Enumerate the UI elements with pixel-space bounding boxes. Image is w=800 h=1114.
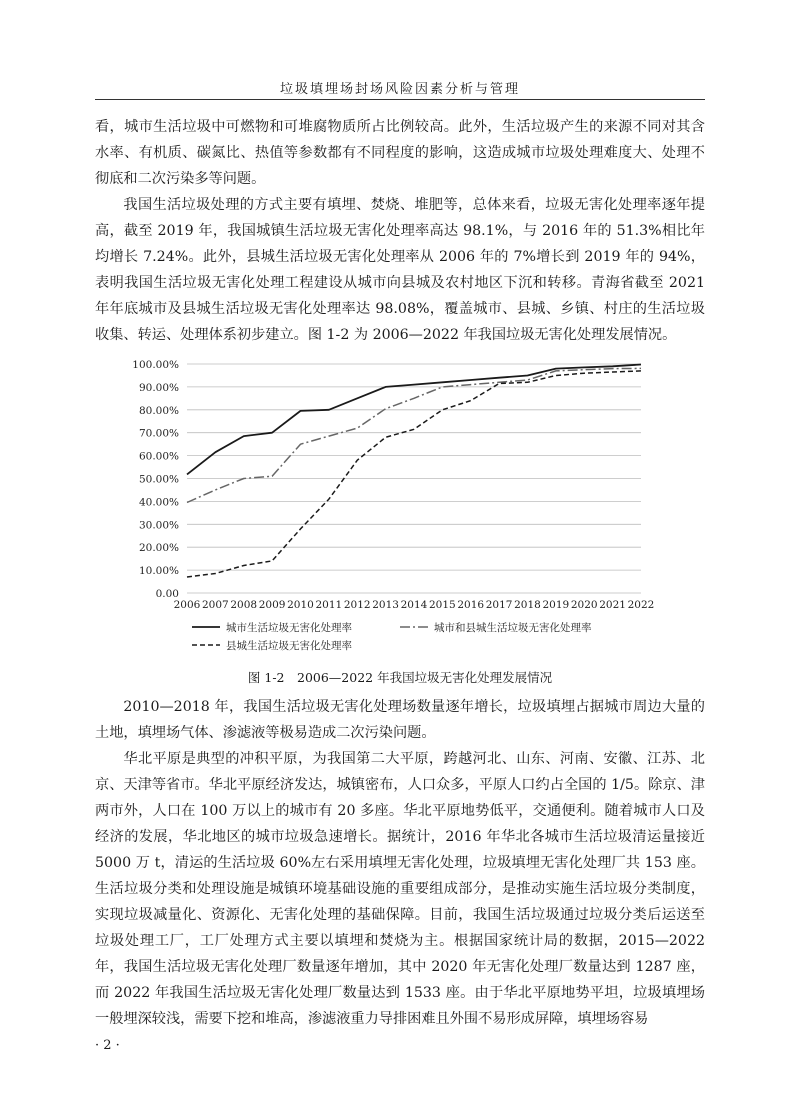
legend-label: 城市和县城生活垃圾无害化处理率	[434, 622, 592, 634]
x-tick-label: 2014	[400, 599, 428, 611]
x-tick-label: 2021	[599, 599, 626, 611]
x-tick-label: 2016	[457, 599, 485, 611]
x-tick-label: 2010	[287, 599, 314, 611]
y-tick-label: 90.00%	[138, 381, 179, 394]
x-tick-label: 2020	[570, 599, 598, 611]
x-tick-label: 2006	[173, 599, 201, 611]
figure-caption: 图 1-2 2006—2022 年我国垃圾无害化处理发展情况	[247, 670, 553, 685]
x-tick-label: 2012	[343, 599, 371, 611]
page-number: · 2 ·	[95, 1038, 120, 1053]
x-tick-label: 2009	[258, 599, 286, 611]
x-tick-label: 2019	[542, 599, 570, 611]
y-tick-label: 60.00%	[138, 450, 179, 463]
y-tick-label: 0.00	[155, 588, 179, 600]
y-tick-label: 80.00%	[138, 404, 179, 417]
x-tick-label: 2022	[627, 599, 655, 611]
line-chart	[95, 352, 705, 657]
series-line-3	[187, 371, 641, 577]
running-header: 垃圾填埋场封场风险因素分析与管理	[279, 82, 520, 97]
legend-label: 县城生活垃圾无害化处理率	[226, 640, 352, 652]
paragraph-2: 我国生活垃圾处理的方式主要有填埋、焚烧、堆肥等，总体来看，垃圾无害化处理率逐年提高，截至 2019 年，我国城镇生活垃圾无害化处理率高达 98.1%，与 2016 年的 51.3%相比年均增长 7.24%。此外，县城生活垃圾无害化处理率从 2006 年的 7%增长到 2019 年的 94%，表明我国生活垃圾无害化处理工程建设从城市向县城及农村地区下沉和转移。青海省截至 2021 年年底城市及县城生活垃圾无害化处理率达 98.08%，覆盖城市、县城、乡镇、村庄的生活垃圾收集、转运、处理体系初步建立。图 1-2 为 2006—2022 年我国垃圾无害化处理发展情况。	[95, 197, 705, 343]
x-tick-label: 2008	[230, 599, 258, 611]
y-tick-label: 40.00%	[138, 496, 179, 509]
x-tick-label: 2013	[372, 599, 399, 611]
x-tick-label: 2018	[514, 599, 541, 611]
y-tick-label: 70.00%	[138, 427, 179, 440]
legend-label: 城市生活垃圾无害化处理率	[226, 622, 352, 634]
x-tick-label: 2007	[202, 599, 229, 611]
paragraph-4: 华北平原是典型的冲积平原，为我国第二大平原，跨越河北、山东、河南、安徽、江苏、北京、天津等省市。华北平原经济发达，城镇密布，人口众多，平原人口约占全国的 1/5。除京、津两市外，人口在 100 万以上的城市有 20 多座。华北平原地势低平，交通便利。随着城市人口及经济的发展，华北地区的城市垃圾急速增长。据统计，2016 年华北各城市生活垃圾清运量接近 5000 万 t，清运的生活垃圾 60%左右采用填埋无害化处理，垃圾填埋无害化处理厂共 153 座。生活垃圾分类和处理设施是城镇环境基础设施的重要组成部分，是推动实施生活垃圾分类制度，实现垃圾减量化、资源化、无害化处理的基础保障。目前，我国生活垃圾通过垃圾分类后运送至垃圾处理工厂，工厂处理方式主要以填埋和焚烧为主。根据国家统计局的数据，2015—2022 年，我国生活垃圾无害化处理厂数量逐年增加，其中 2020 年无害化处理厂数量达到 1287 座，而 2022 年我国生活垃圾无害化处理厂数量达到 1533 座。由于华北平原地势平坦，垃圾填埋场一般埋深较浅，需要下挖和堆高，渗滤液重力导排困难且外围不易形成屏障，填埋场容易	[95, 751, 705, 1027]
paragraph-1: 看，城市生活垃圾中可燃物和可堆腐物质所占比例较高。此外，生活垃圾产生的来源不同对其含水率、有机质、碳氮比、热值等参数都有不同程度的影响，这造成城市垃圾处理难度大、处理不彻底和二次污染多等问题。	[95, 119, 705, 187]
y-tick-label: 50.00%	[138, 473, 179, 486]
series-line-1	[187, 365, 641, 475]
x-tick-label: 2015	[429, 599, 456, 611]
paragraph-3: 2010—2018 年，我国生活垃圾无害化处理场数量逐年增长，垃圾填埋占据城市周边大量的土地，填埋场气体、渗滤液等极易造成二次污染问题。	[95, 699, 705, 741]
x-tick-label: 2017	[485, 599, 513, 611]
y-tick-label: 30.00%	[138, 519, 179, 532]
x-tick-label: 2011	[315, 599, 343, 611]
y-tick-label: 10.00%	[138, 565, 179, 578]
y-tick-label: 20.00%	[138, 542, 179, 555]
y-tick-label: 100.00%	[132, 359, 179, 371]
header-rule	[95, 99, 705, 100]
